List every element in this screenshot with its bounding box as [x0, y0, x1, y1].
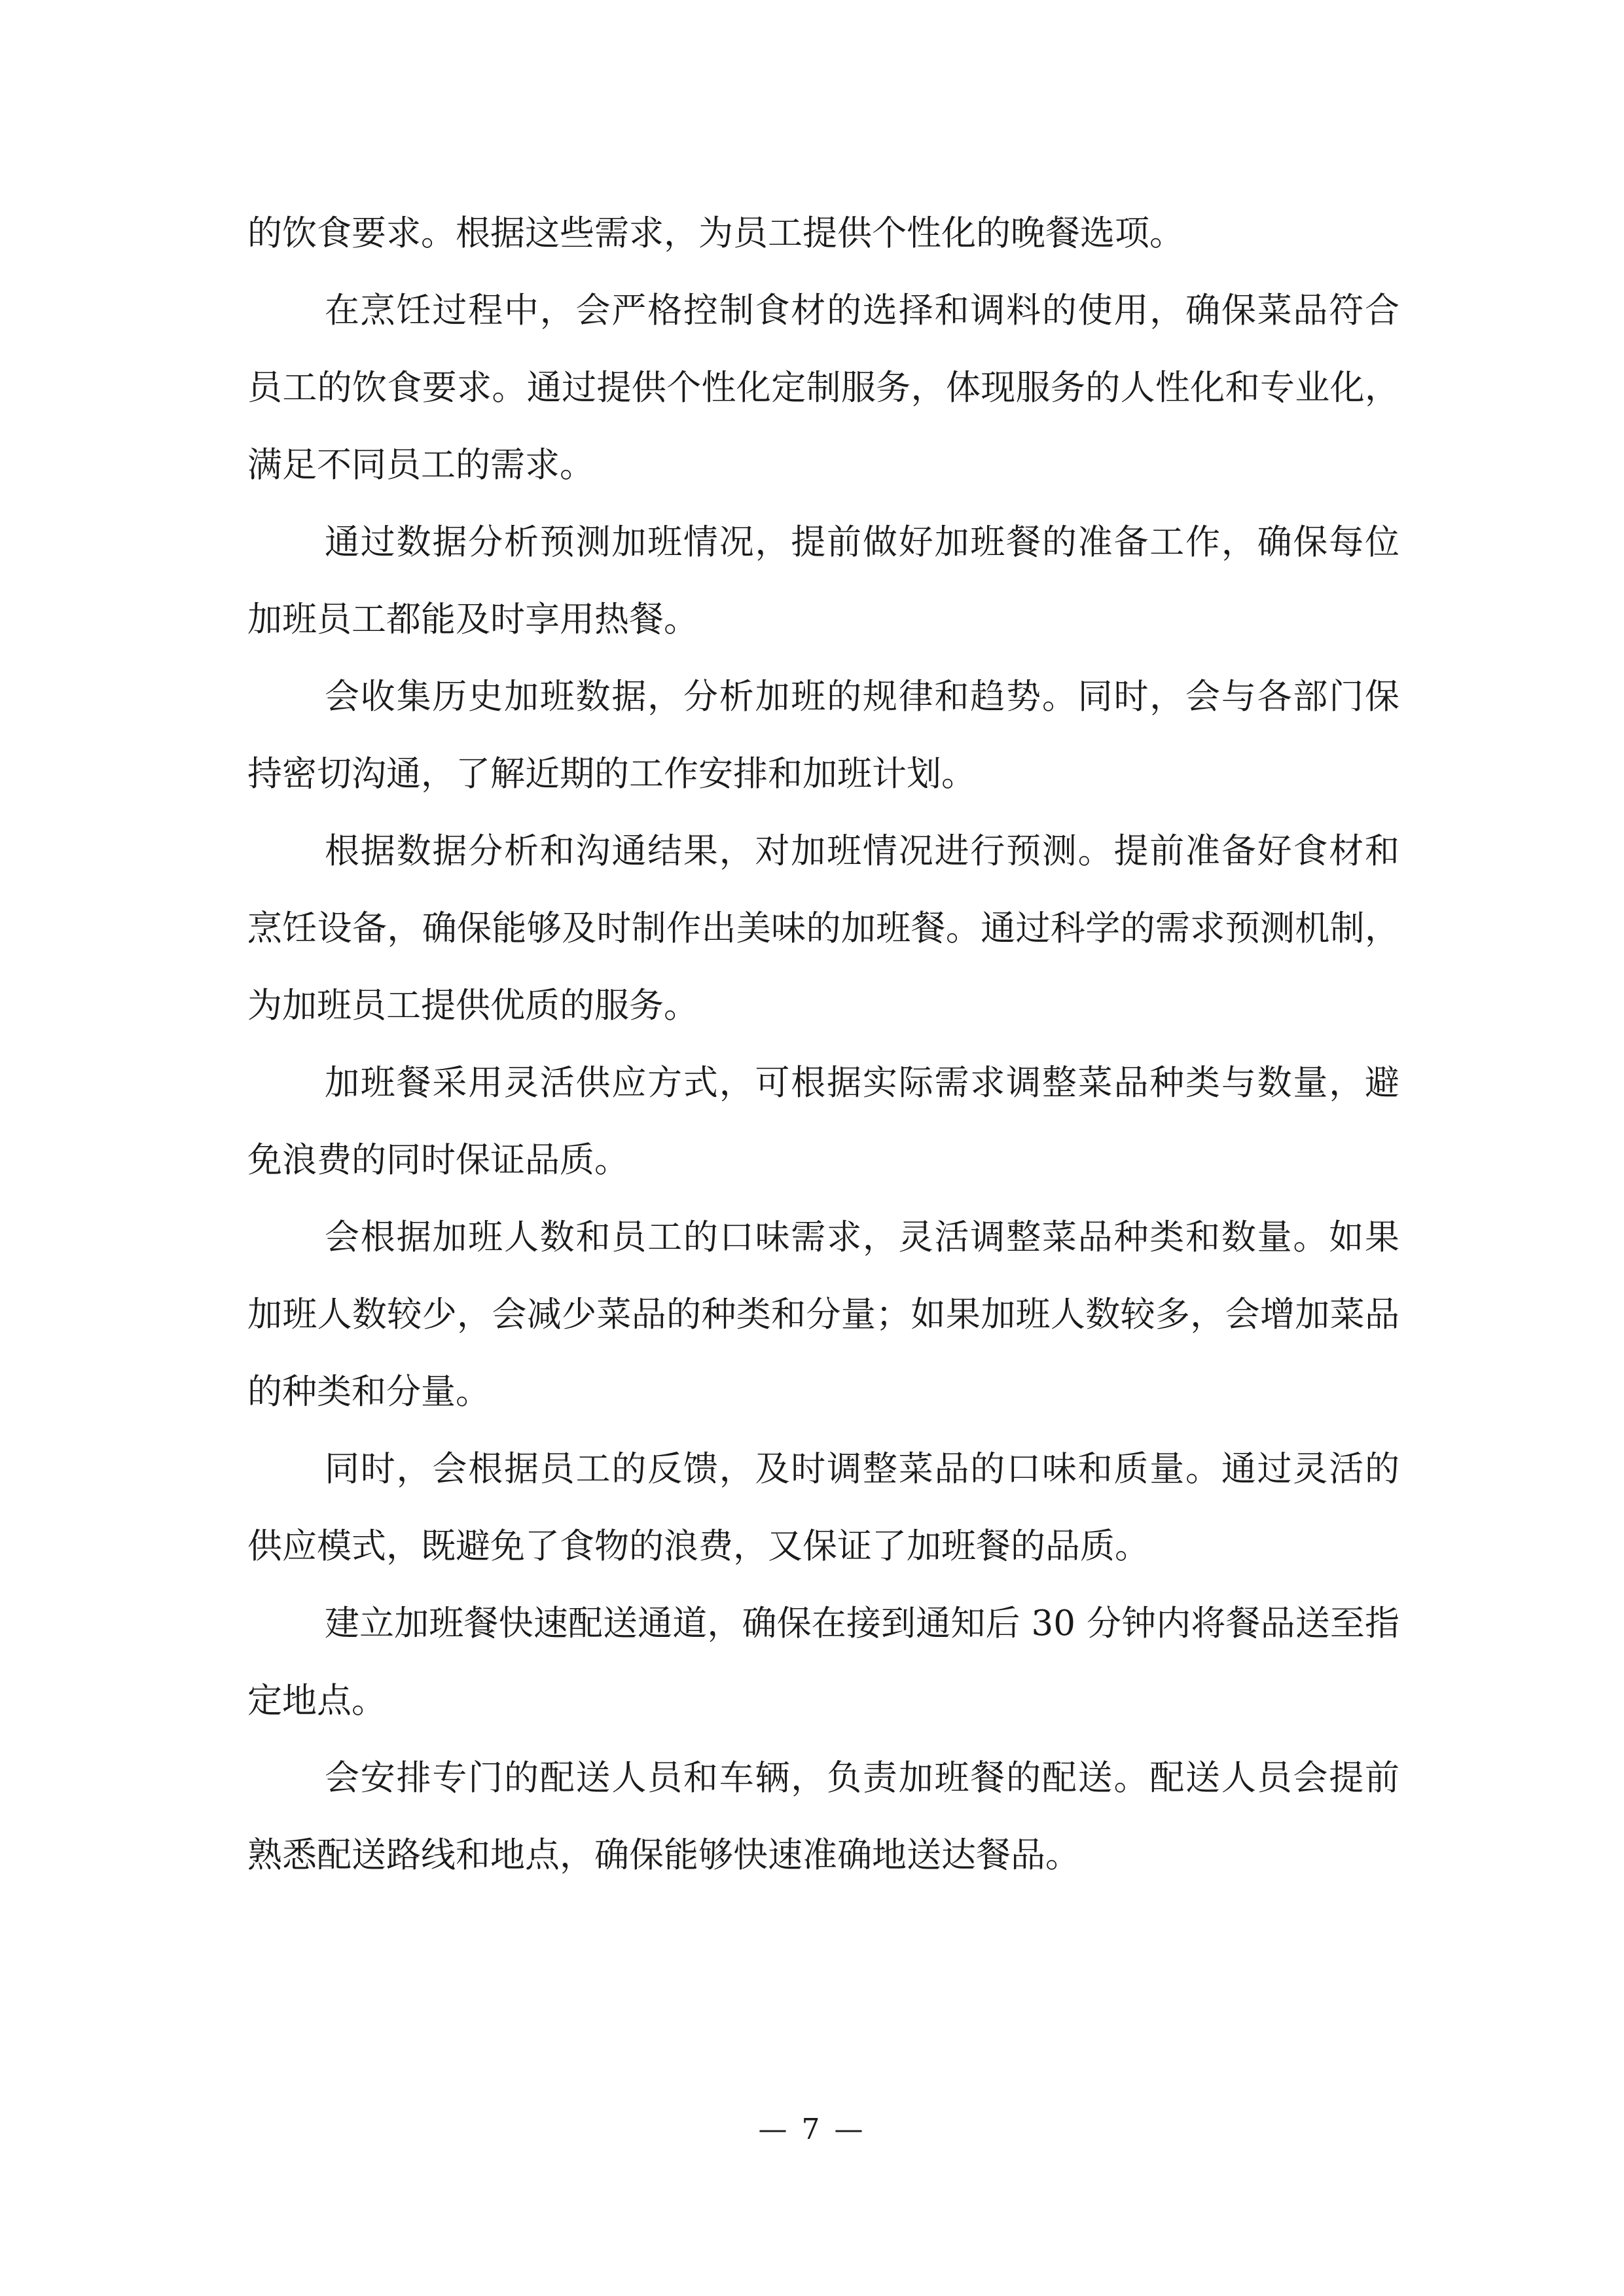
paragraph-continuation: 的饮食要求。根据这些需求，为员工提供个性化的晚餐选项。	[247, 213, 1184, 253]
paragraph: 会安排专门的配送人员和车辆，负责加班餐的配送。配送人员会提前熟悉配送路线和地点，确保能够快速准确地送达餐品。	[247, 1758, 1399, 1875]
paragraph: 会根据加班人数和员工的口味需求，灵活调整菜品种类和数量。如果加班人数较少，会减少菜品的种类和分量；如果加班人数较多，会增加菜品的种类和分量。	[247, 1217, 1399, 1412]
paragraph: 会收集历史加班数据，分析加班的规律和趋势。同时，会与各部门保持密切沟通，了解近期的工作安排和加班计划。	[247, 677, 1399, 794]
paragraph: 建立加班餐快速配送通道，确保在接到通知后 30 分钟内将餐品送至指定地点。	[247, 1604, 1399, 1721]
paragraph: 通过数据分析预测加班情况，提前做好加班餐的准备工作，确保每位加班员工都能及时享用热餐。	[247, 522, 1399, 639]
page-number: — 7 —	[758, 2113, 866, 2146]
document-body	[247, 195, 1399, 1894]
paragraph: 根据数据分析和沟通结果，对加班情况进行预测。提前准备好食材和烹饪设备，确保能够及时制作出美味的加班餐。通过科学的需求预测机制，为加班员工提供优质的服务。	[247, 831, 1399, 1026]
paragraph: 同时，会根据员工的反馈，及时调整菜品的口味和质量。通过灵活的供应模式，既避免了食物的浪费，又保证了加班餐的品质。	[247, 1449, 1399, 1566]
paragraph: 加班餐采用灵活供应方式，可根据实际需求调整菜品种类与数量，避免浪费的同时保证品质。	[247, 1063, 1399, 1180]
paragraph: 在烹饪过程中，会严格控制食材的选择和调料的使用，确保菜品符合员工的饮食要求。通过提供个性化定制服务，体现服务的人性化和专业化，满足不同员工的需求。	[247, 291, 1399, 485]
